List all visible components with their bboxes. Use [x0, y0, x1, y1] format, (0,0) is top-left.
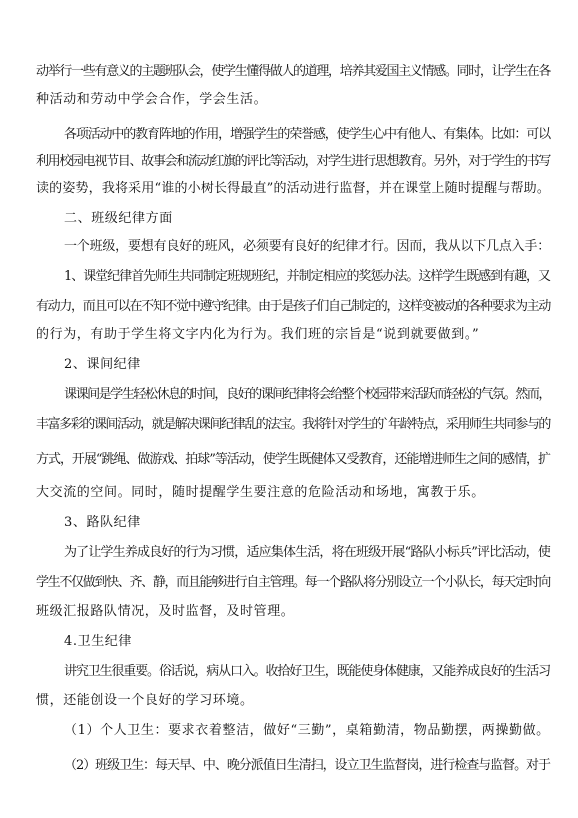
- paragraph-start: 1、课堂纪律首先师生共同制定班规班纪，并制定相应的奖惩办法。这样学生既感到有趣，又: [64, 269, 550, 284]
- text-line: 方式，开展“跳绳、做游戏、拍球”等活动，使学生既健体又受教育，还能增进师生之间的感情，扩: [36, 452, 550, 467]
- text-line: 的行为，有助于学生将文字内化为行为。我们班的宗旨是“说到就要做到。”: [36, 327, 480, 342]
- list-item: （1）个人卫生：要求衣着整洁，做好“三勤”，桌箱勤清，物品勤摆，两操勤做。: [64, 723, 550, 738]
- paragraph-start: 课课间是学生轻松休息的时间，良好的课间纪律将会给整个校园带来活跃而轻松的气氛。然而，: [64, 387, 550, 402]
- section-heading: 二、班级纪律方面: [64, 211, 173, 226]
- text-line: 大交流的空间。同时，随时提醒学生要注意的危险活动和场地，寓教于乐。: [36, 485, 485, 500]
- paragraph-start: 一个班级，要想有良好的班风，必须要有良好的纪律才行。因而，我从以下几点入手：: [64, 239, 550, 254]
- text-line: 读的姿势，我将采用“谁的小树长得最直”的活动进行监督，并在课堂上随时提醒与帮助。: [36, 181, 550, 196]
- text-line: 学生不仅做到快、齐、静，而且能够进行自主管理。每一个路队将分别设立一个小队长，每天定时向: [36, 575, 550, 590]
- paragraph-start: 为了让学生养成良好的行为习惯，适应集体生活，将在班级开展“路队小标兵”评比活动，使: [64, 545, 550, 560]
- text-line: 动举行一些有意义的主题班队会，使学生懂得做人的道理，培养其爱国主义情感。同时，让学生在各: [36, 64, 550, 79]
- text-line: 利用校园电视节目、故事会和流动红旗的评比等活动，对学生进行思想教育。另外，对于学生的书写: [36, 154, 550, 169]
- text-line: 班级汇报路队情况，及时监督，及时管理。: [36, 604, 295, 619]
- text-line: 种活动和劳动中学会合作，学会生活。: [36, 92, 268, 107]
- subsection-heading: 3、路队纪律: [64, 515, 141, 530]
- paragraph-start: 讲究卫生很重要。俗话说，病从口入。收拾好卫生，既能使身体健康，又能养成良好的生活习: [64, 664, 550, 679]
- list-item: （2）班级卫生：每天早、中、晚分派值日生清扫，设立卫生监督岗，进行检查与监督。对于: [64, 758, 550, 773]
- text-line: 有动力，而且可以在不知不觉中遵守纪律。由于是孩子们自己制定的，这样变被动的各种要求为主动: [36, 299, 550, 314]
- text-line: 惯，还能创设一个良好的学习环境。: [36, 693, 254, 708]
- subsection-heading: 2、课间纪律: [64, 357, 141, 372]
- paragraph-start: 各项活动中的教育阵地的作用，增强学生的荣誉感，使学生心中有他人、有集体。比如：可以: [64, 127, 550, 142]
- text-line: 丰富多彩的课间活动，就是解决课间纪律乱的法宝。我将针对学生的`年龄特点，采用师生共同参与的: [36, 417, 550, 432]
- subsection-heading: 4.卫生纪律: [64, 634, 133, 649]
